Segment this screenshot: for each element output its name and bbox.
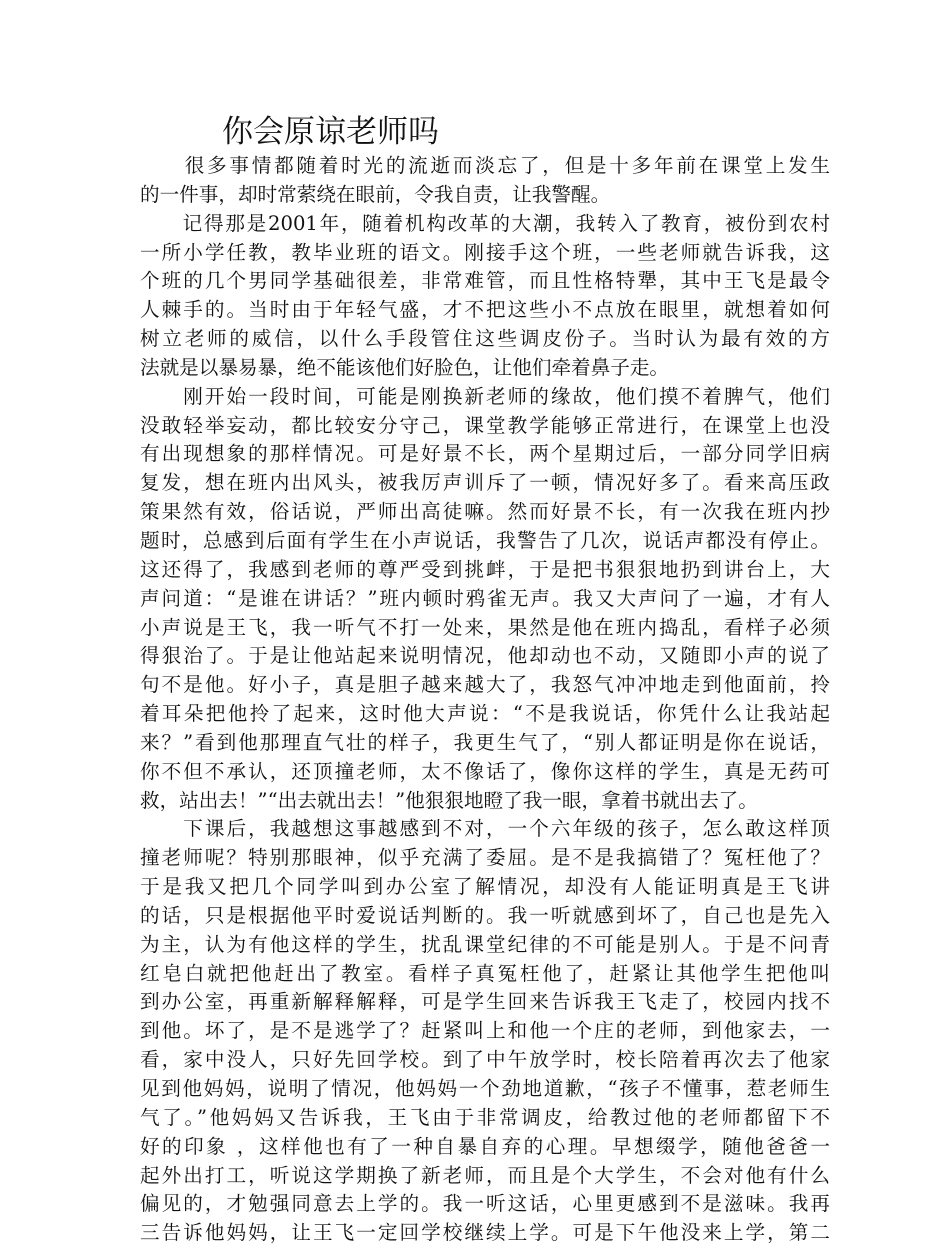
text-line: 来？”看到他那理直气壮的样子，我更生气了，“别人都证明是你在说话， xyxy=(140,730,830,754)
text-line: 声问道：“是谁在讲话？”班内顿时鸦雀无声。我又大声问了一遍，才有人 xyxy=(140,586,830,610)
text-line: 很多事情都随着时光的流逝而淡忘了，但是十多年前在课堂上发生 xyxy=(140,154,830,177)
text-line: 的话，只是根据他平时爱说话判断的。我一听就感到坏了，自己也是先入 xyxy=(140,903,830,927)
text-line: 句不是他。好小子，真是胆子越来越大了，我怒气冲冲地走到他面前，拎 xyxy=(140,673,830,697)
text-line: 你不但不承认，还顶撞老师，太不像话了，像你这样的学生，真是无药可 xyxy=(140,759,830,783)
text-line: 下课后，我越想这事越感到不对，一个六年级的孩子，怎么敢这样顶 xyxy=(140,817,830,841)
text-line: 个班的几个男同学基础很差，非常难管，而且性格特犟，其中王飞是最令 xyxy=(140,269,830,293)
text-line: 偏见的，才勉强同意去上学的。我一听这话，心里更感到不是滋味。我再 xyxy=(140,1192,830,1216)
text-line: 一所小学任教，教毕业班的语文。刚接手这个班，一些老师就告诉我，这 xyxy=(140,240,830,264)
text-line: 于是我又把几个同学叫到办公室了解情况，却没有人能证明真是王飞讲 xyxy=(140,875,830,899)
text-line: 好的印象 ，这样他也有了一种自暴自弃的心理。早想缀学，随他爸爸一 xyxy=(140,1134,830,1158)
text-line: 这还得了，我感到老师的尊严受到挑衅，于是把书狠狠地扔到讲台上，大 xyxy=(140,557,830,581)
text-line: 撞老师呢？特别那眼神，似乎充满了委屈。是不是我搞错了？冤枉他了？ xyxy=(140,846,830,870)
text-line: 记得那是2001年，随着机构改革的大潮，我转入了教育，被份到农村 xyxy=(140,211,830,235)
text-line: 着耳朵把他拎了起来，这时他大声说：“不是我说话，你凭什么让我站起 xyxy=(140,702,830,726)
text-line: 的一件事，却时常萦绕在眼前，令我自责，让我警醒。 xyxy=(140,182,611,206)
article-body xyxy=(140,152,830,1248)
text-line: 得狠治了。于是让他站起来说明情况，他却动也不动，又随即小声的说了 xyxy=(140,644,830,668)
text-line: 有出现想象的那样情况。可是好景不长，两个星期过后，一部分同学旧病 xyxy=(140,442,830,466)
text-line: 红皂白就把他赶出了教室。看样子真冤枉他了，赶紧让其他学生把他叫 xyxy=(140,961,830,985)
text-line: 树立老师的威信，以什么手段管住这些调皮份子。当时认为最有效的方 xyxy=(140,327,830,351)
text-line: 人棘手的。当时由于年轻气盛，才不把这些小不点放在眼里，就想着如何 xyxy=(140,298,830,322)
text-line: 气了。”他妈妈又告诉我，王飞由于非常调皮，给教过他的老师都留下不 xyxy=(140,1105,830,1129)
text-line: 到他。坏了，是不是逃学了？赶紧叫上和他一个庄的老师，到他家去，一 xyxy=(140,1019,830,1043)
text-line: 策果然有效，俗话说，严师出高徒嘛。然而好景不长，有一次我在班内抄 xyxy=(140,500,830,524)
text-line: 见到他妈妈，说明了情况，他妈妈一个劲地道歉，“孩子不懂事，惹老师生 xyxy=(140,1077,830,1100)
text-line: 没敢轻举妄动，都比较安分守己，课堂教学能够正常进行，在课堂上也没 xyxy=(140,413,830,437)
text-line: 小声说是王飞，我一听气不打一处来，果然是他在班内捣乱，看样子必须 xyxy=(140,615,830,639)
text-line: 三告诉他妈妈，让王飞一定回学校继续上学。可是下午他没来上学，第二 xyxy=(140,1221,830,1245)
text-line: 到办公室，再重新解释解释，可是学生回来告诉我王飞走了，校园内找不 xyxy=(140,990,830,1014)
text-line: 刚开始一段时间，可能是刚换新老师的缘故，他们摸不着脾气，他们 xyxy=(140,384,830,408)
text-line: 看，家中没人，只好先回学校。到了中午放学时，校长陪着再次去了他家 xyxy=(140,1048,830,1072)
text-line: 题时，总感到后面有学生在小声说话，我警告了几次，说话声都没有停止。 xyxy=(140,528,830,552)
text-line: 起外出打工，听说这学期换了新老师，而且是个大学生，不会对他有什么 xyxy=(140,1163,830,1187)
text-line: 救，站出去！”“出去就出去！”他狠狠地瞪了我一眼，拿着书就出去了。 xyxy=(140,788,758,812)
page-title: 你会原谅老师吗 xyxy=(222,114,439,150)
text-line: 复发，想在班内出风头，被我厉声训斥了一顿，情况好多了。看来高压政 xyxy=(140,471,830,495)
text-line: 法就是以暴易暴，绝不能该他们好脸色，让他们牵着鼻子走。 xyxy=(140,355,670,379)
text-line: 为主，认为有他这样的学生，扰乱课堂纪律的不可能是别人。于是不问青 xyxy=(140,932,830,956)
